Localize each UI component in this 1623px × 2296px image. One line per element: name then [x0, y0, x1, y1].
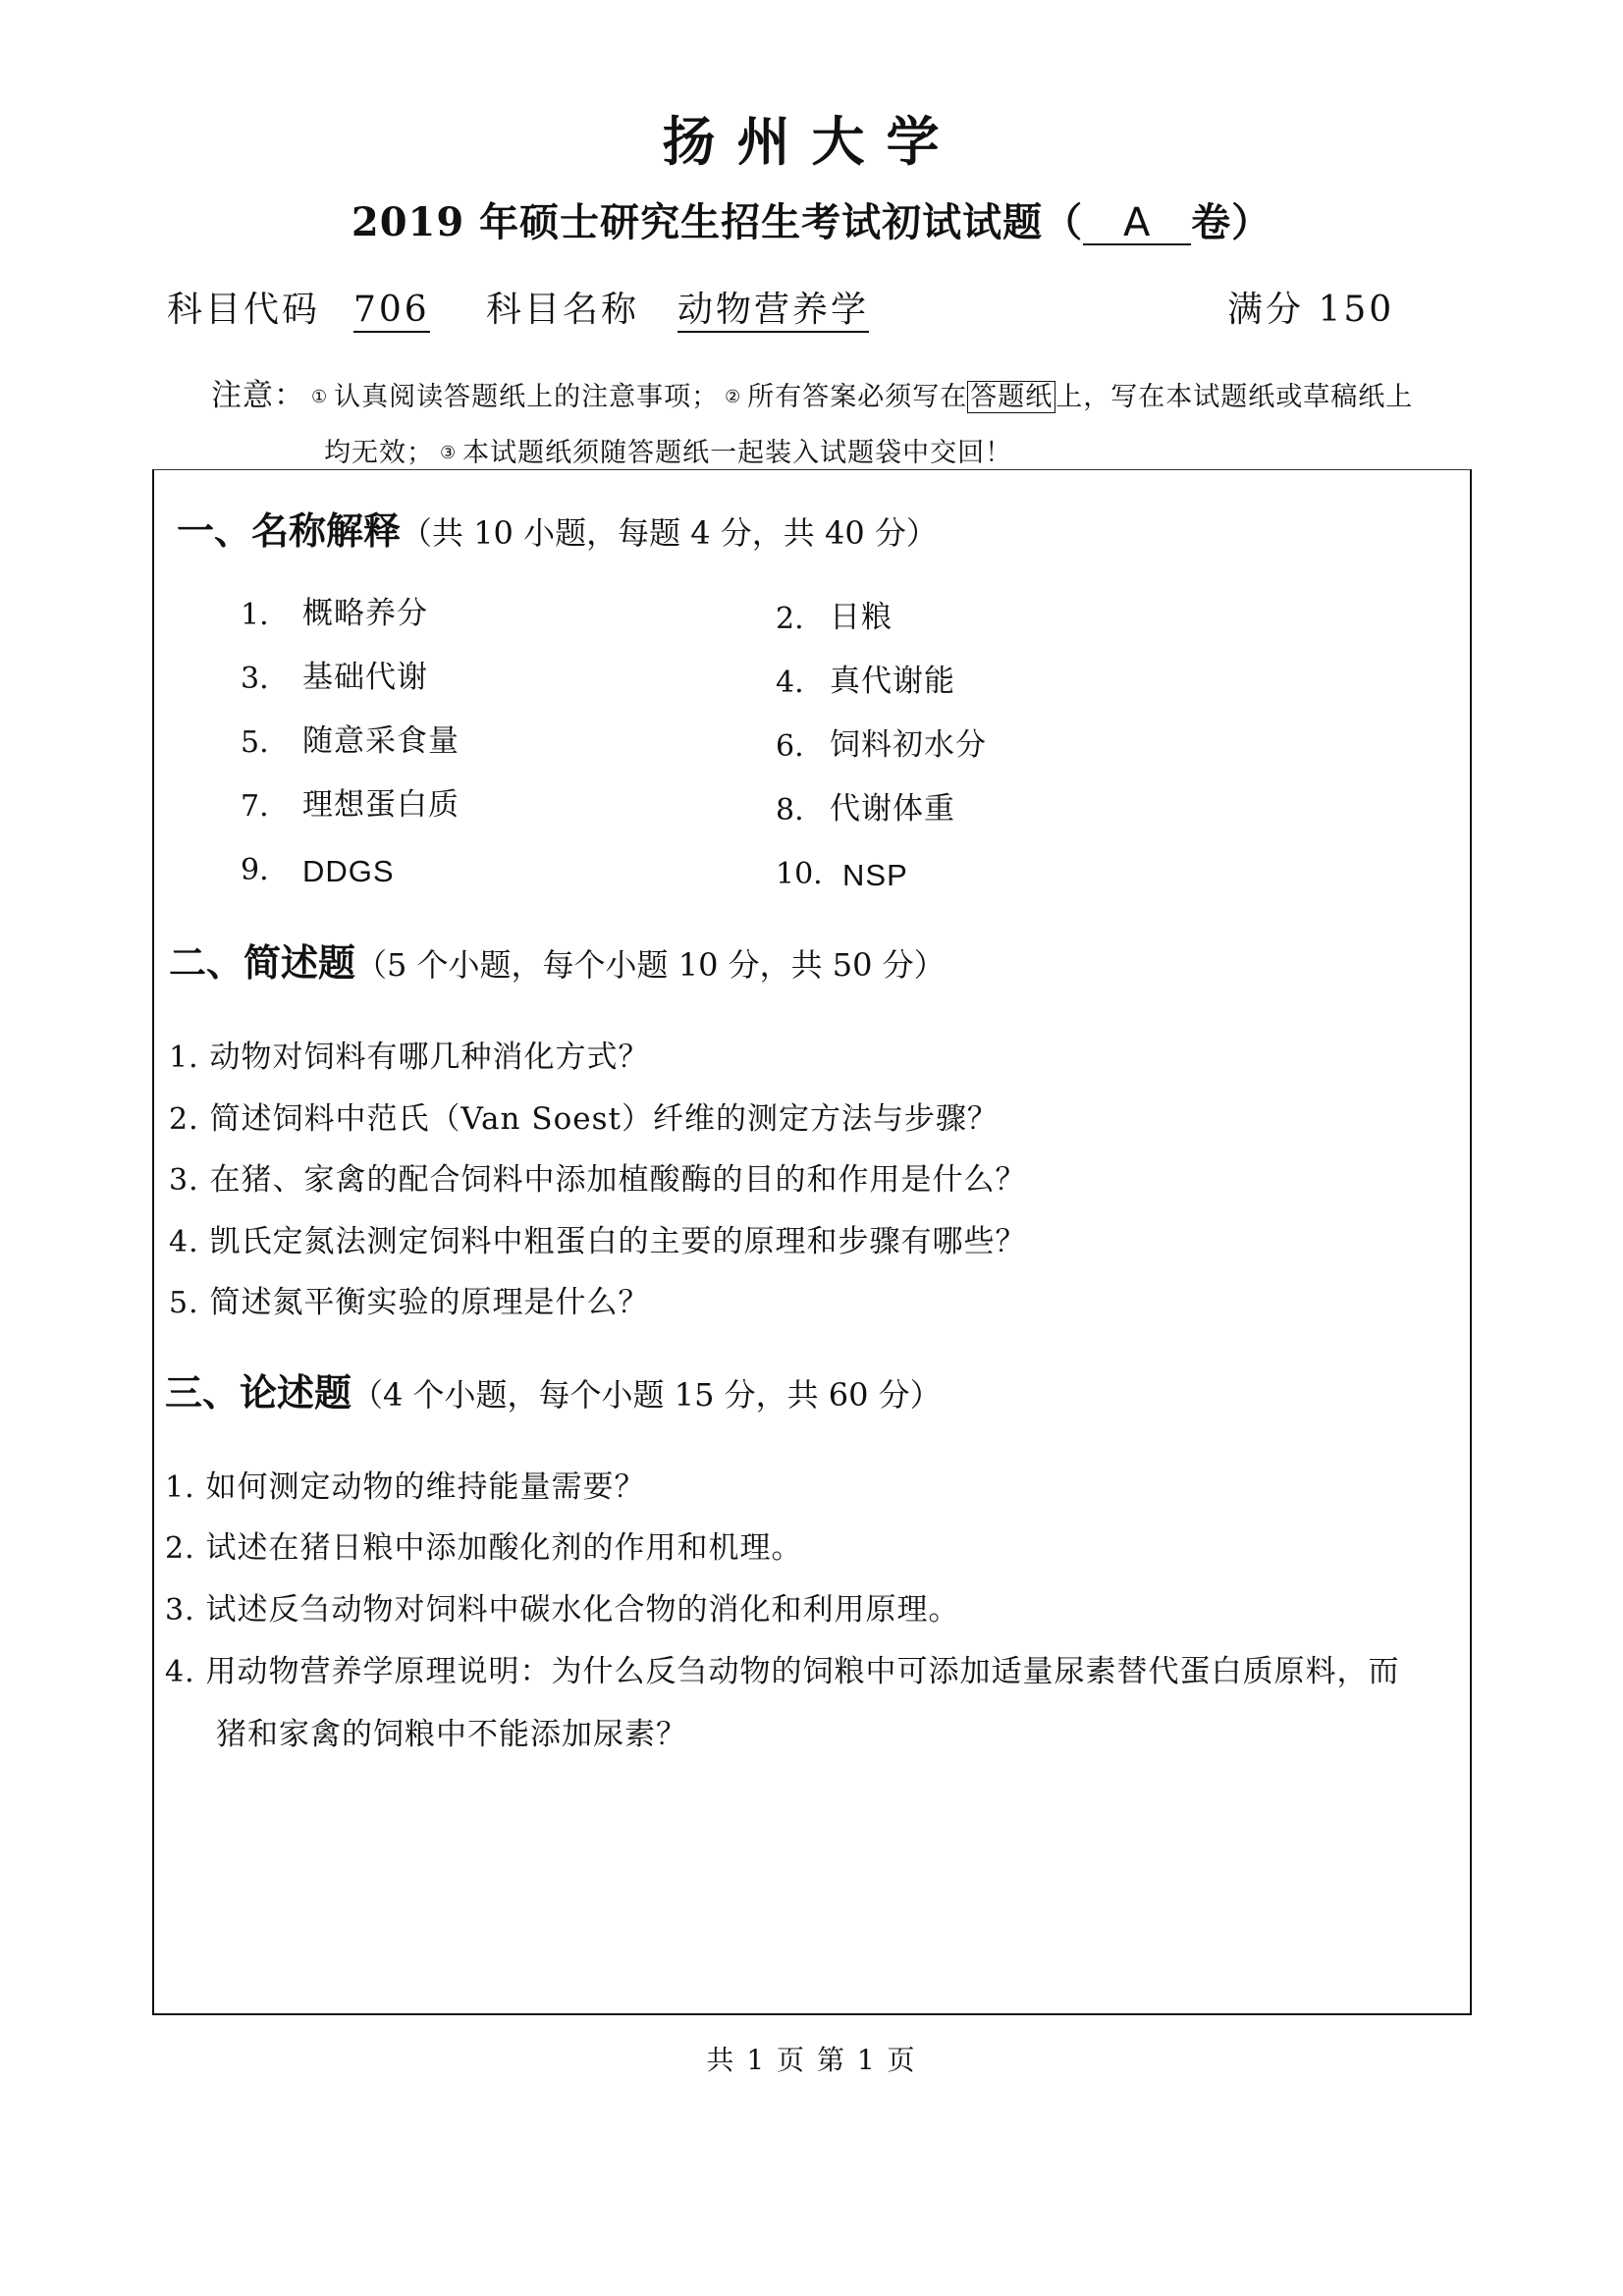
term-text: DDGS [302, 854, 395, 888]
notice-text-2b: 上，写在本试题纸或草稿纸上 [1055, 382, 1414, 412]
notice-mark-3: ③ [440, 443, 458, 463]
term-number: 8. [776, 793, 804, 828]
term-number: 5. [241, 725, 269, 760]
university-title: 扬州大学 [662, 111, 961, 173]
notice-line-2 [324, 440, 1012, 466]
exam-subtitle [0, 199, 1623, 245]
question-item [169, 1042, 649, 1073]
subtitle-suffix: 卷） [1191, 199, 1272, 245]
term-text: 饲料初水分 [830, 727, 987, 763]
section-1-info: （共 10 小题，每题 4 分，共 40 分） [401, 514, 938, 552]
section-2-title: 二、简述题 [169, 941, 356, 985]
term-number: 2. [776, 602, 804, 636]
notice-text-1: 认真阅读答题纸上的注意事项； [334, 382, 720, 412]
question-text: 动物对饲料有哪几种消化方式？ [209, 1040, 650, 1075]
term-number: 3. [241, 662, 269, 696]
question-text: 凯氏定氮法测定饲料中粗蛋白的主要的原理和步骤有哪些？ [209, 1224, 1027, 1259]
subtitle-prefix: 2019 年硕士研究生招生考试初试试题（ [351, 199, 1084, 245]
question-text: 试述在猪日粮中添加酸化剂的作用和机理。 [205, 1530, 803, 1566]
question-number: 2. [165, 1531, 195, 1566]
term-number: 9. [241, 853, 269, 887]
term-text: 基础代谢 [302, 660, 428, 695]
notice-text-2c: 均无效； [324, 438, 434, 468]
section-2-info: （5 个小题，每个小题 10 分，共 50 分） [355, 946, 946, 984]
page-footer: 共 1 页 第 1 页 [706, 2044, 917, 2076]
section-1-heading [177, 509, 938, 553]
notice-label: 注意： [211, 378, 305, 413]
question-item [165, 1592, 960, 1628]
term-number: 7. [241, 789, 269, 824]
term-text: 代谢体重 [830, 791, 955, 827]
subject-name-value: 动物营养学 [677, 290, 869, 333]
term-number: 1. [241, 598, 269, 632]
term-text: 真代谢能 [830, 664, 955, 699]
notice-mark-2: ② [725, 387, 742, 407]
question-text: 如何测定动物的维持能量需要？ [205, 1469, 646, 1505]
question-text: 简述饲料中范氏（Van Soest）纤维的测定方法与步骤？ [209, 1101, 999, 1137]
section-3-info: （4 个小题，每个小题 15 分，共 60 分） [352, 1376, 942, 1414]
question-text: 试述反刍动物对饲料中碳水化合物的消化和利用原理。 [205, 1592, 960, 1628]
term-text: 理想蛋白质 [302, 787, 460, 823]
section-2-heading [169, 941, 946, 985]
question-text: 在猪、家禽的配合饲料中添加植酸酶的目的和作用是什么？ [209, 1162, 1027, 1198]
subject-code-label: 科目代码 [167, 290, 321, 330]
notice-line-1 [211, 378, 1414, 413]
question-number: 3. [169, 1163, 199, 1198]
question-number: 1. [165, 1470, 195, 1505]
question-item [165, 1530, 803, 1566]
question-number: 2. [169, 1102, 199, 1137]
full-score-value: 150 [1318, 290, 1395, 330]
subject-code-value: 706 [353, 290, 430, 333]
question-item [169, 1162, 1027, 1198]
question-item [169, 1285, 650, 1320]
paper-version: A [1083, 202, 1191, 245]
question-text: 简述氮平衡实验的原理是什么？ [209, 1285, 650, 1320]
section-3-heading [165, 1371, 942, 1415]
question-item [169, 1224, 1027, 1259]
question-number: 1. [169, 1041, 199, 1075]
term-number: 4. [776, 666, 804, 700]
question-text-continuation: 猪和家禽的饲粮中不能添加尿素？ [216, 1717, 687, 1752]
section-3-title: 三、论述题 [165, 1371, 352, 1415]
notice-text-2a: 所有答案必须写在 [747, 382, 968, 412]
subject-code [353, 290, 430, 330]
question-item [165, 1654, 1400, 1689]
notice-text-3: 本试题纸须随答题纸一起装入试题袋中交回！ [462, 438, 1013, 468]
term-text: 日粮 [830, 600, 893, 635]
question-number: 4. [165, 1655, 195, 1689]
full-score-label: 满分 [1227, 290, 1305, 330]
term-text: 概略养分 [302, 596, 428, 631]
question-number: 5. [169, 1286, 199, 1320]
subject-name-label: 科目名称 [486, 290, 640, 330]
term-text: NSP [842, 858, 908, 892]
subject-name [677, 290, 870, 330]
question-item [169, 1101, 999, 1137]
term-number: 10. [776, 857, 823, 891]
question-number: 3. [165, 1593, 195, 1628]
section-1-title: 一、名称解释 [177, 509, 402, 553]
notice-mark-1: ① [311, 387, 329, 407]
question-item [165, 1469, 646, 1505]
full-score [1227, 290, 1395, 330]
term-number: 6. [776, 729, 804, 764]
notice-boxed-answer-sheet: 答题纸 [967, 381, 1055, 413]
question-number: 4. [169, 1225, 199, 1259]
question-text: 用动物营养学原理说明：为什么反刍动物的饲粮中可添加适量尿素替代蛋白质原料，而 [205, 1654, 1400, 1689]
term-text: 随意采食量 [302, 723, 460, 759]
